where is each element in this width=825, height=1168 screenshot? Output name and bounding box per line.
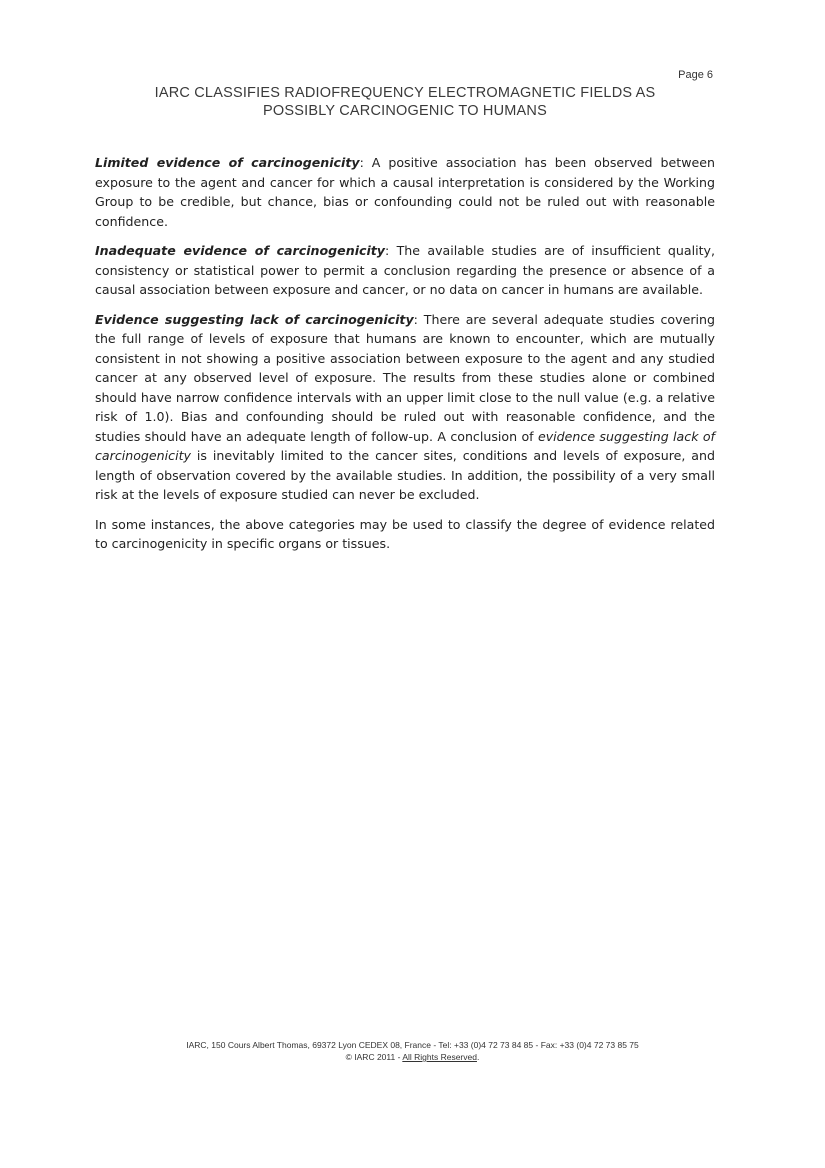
term-inadequate-evidence: Inadequate evidence of carcinogenicity <box>95 243 386 258</box>
instances-text: In some instances, the above categories may be used to classify the degree of evidence related to carcinogenicity in specific organs or tissues. <box>95 516 715 551</box>
term-lack-of-carcinogenicity: Evidence suggesting lack of carcinogenicity <box>95 311 414 327</box>
page-number: Page 6 <box>678 69 713 81</box>
definition-limited-evidence: : A positive association has been observed between exposure to the agent and cancer for which a causal interpretation is considered by the Working Group to be credible, but chance, bias or confounding could not be ruled out with reasonable confidence. <box>95 155 715 229</box>
definition-lack-part-1: : There are several adequate studies covering the full range of levels of exposure that humans are known to encounter, which are mutually consistent in not showing a positive association between exposure to the agent and any studied cancer at any observed level of exposure. The results from these studies alone or combined should have narrow confidence intervals with an upper limit close to the null value (e.g. a relative risk of 1.0). Bias and confounding should be ruled out with reasonable confidence, and the studies should have an adequate length of follow-up. A conclusion of <box>95 311 715 444</box>
title-line-1: IARC CLASSIFIES RADIOFREQUENCY ELECTROMAGNETIC FIELDS AS <box>154 85 656 101</box>
footer-copyright-line <box>0 1051 825 1063</box>
definition-lack-italic: evidence suggesting lack of carcinogenicity <box>95 428 715 463</box>
title-line-2: POSSIBLY CARCINOGENIC TO HUMANS <box>263 103 547 119</box>
footer-rights-end: . <box>476 1052 480 1062</box>
term-limited-evidence: Limited evidence of carcinogenicity <box>95 155 360 170</box>
paragraph-instances <box>95 515 715 554</box>
footer-copyright: © IARC 2011 - <box>345 1052 403 1062</box>
footer-address: IARC, 150 Cours Albert Thomas, 69372 Lyon CEDEX 08, France - Tel: +33 (0)4 72 73 84 85 - Fax: +33 (0)4 72 73 85 75 <box>186 1040 639 1050</box>
paragraph-limited-evidence <box>95 153 715 231</box>
page-footer <box>0 1039 825 1063</box>
all-rights-reserved-link[interactable]: All Rights Reserved <box>402 1052 477 1062</box>
paragraph-lack-of-carcinogenicity <box>95 310 715 505</box>
body-content <box>95 153 715 564</box>
definition-lack-part-2: is inevitably limited to the cancer sites, conditions and levels of exposure, and length of observation covered by the available studies. In addition, the possibility of a very small risk at the levels of exposure studied can never be excluded. <box>95 448 715 502</box>
paragraph-inadequate-evidence <box>95 241 715 300</box>
definition-inadequate-evidence: : The available studies are of insufficient quality, consistency or statistical power to permit a conclusion regarding the presence or absence of a causal association between exposure and cancer, or no data on cancer in humans are available. <box>95 243 715 297</box>
page-title <box>95 84 715 120</box>
